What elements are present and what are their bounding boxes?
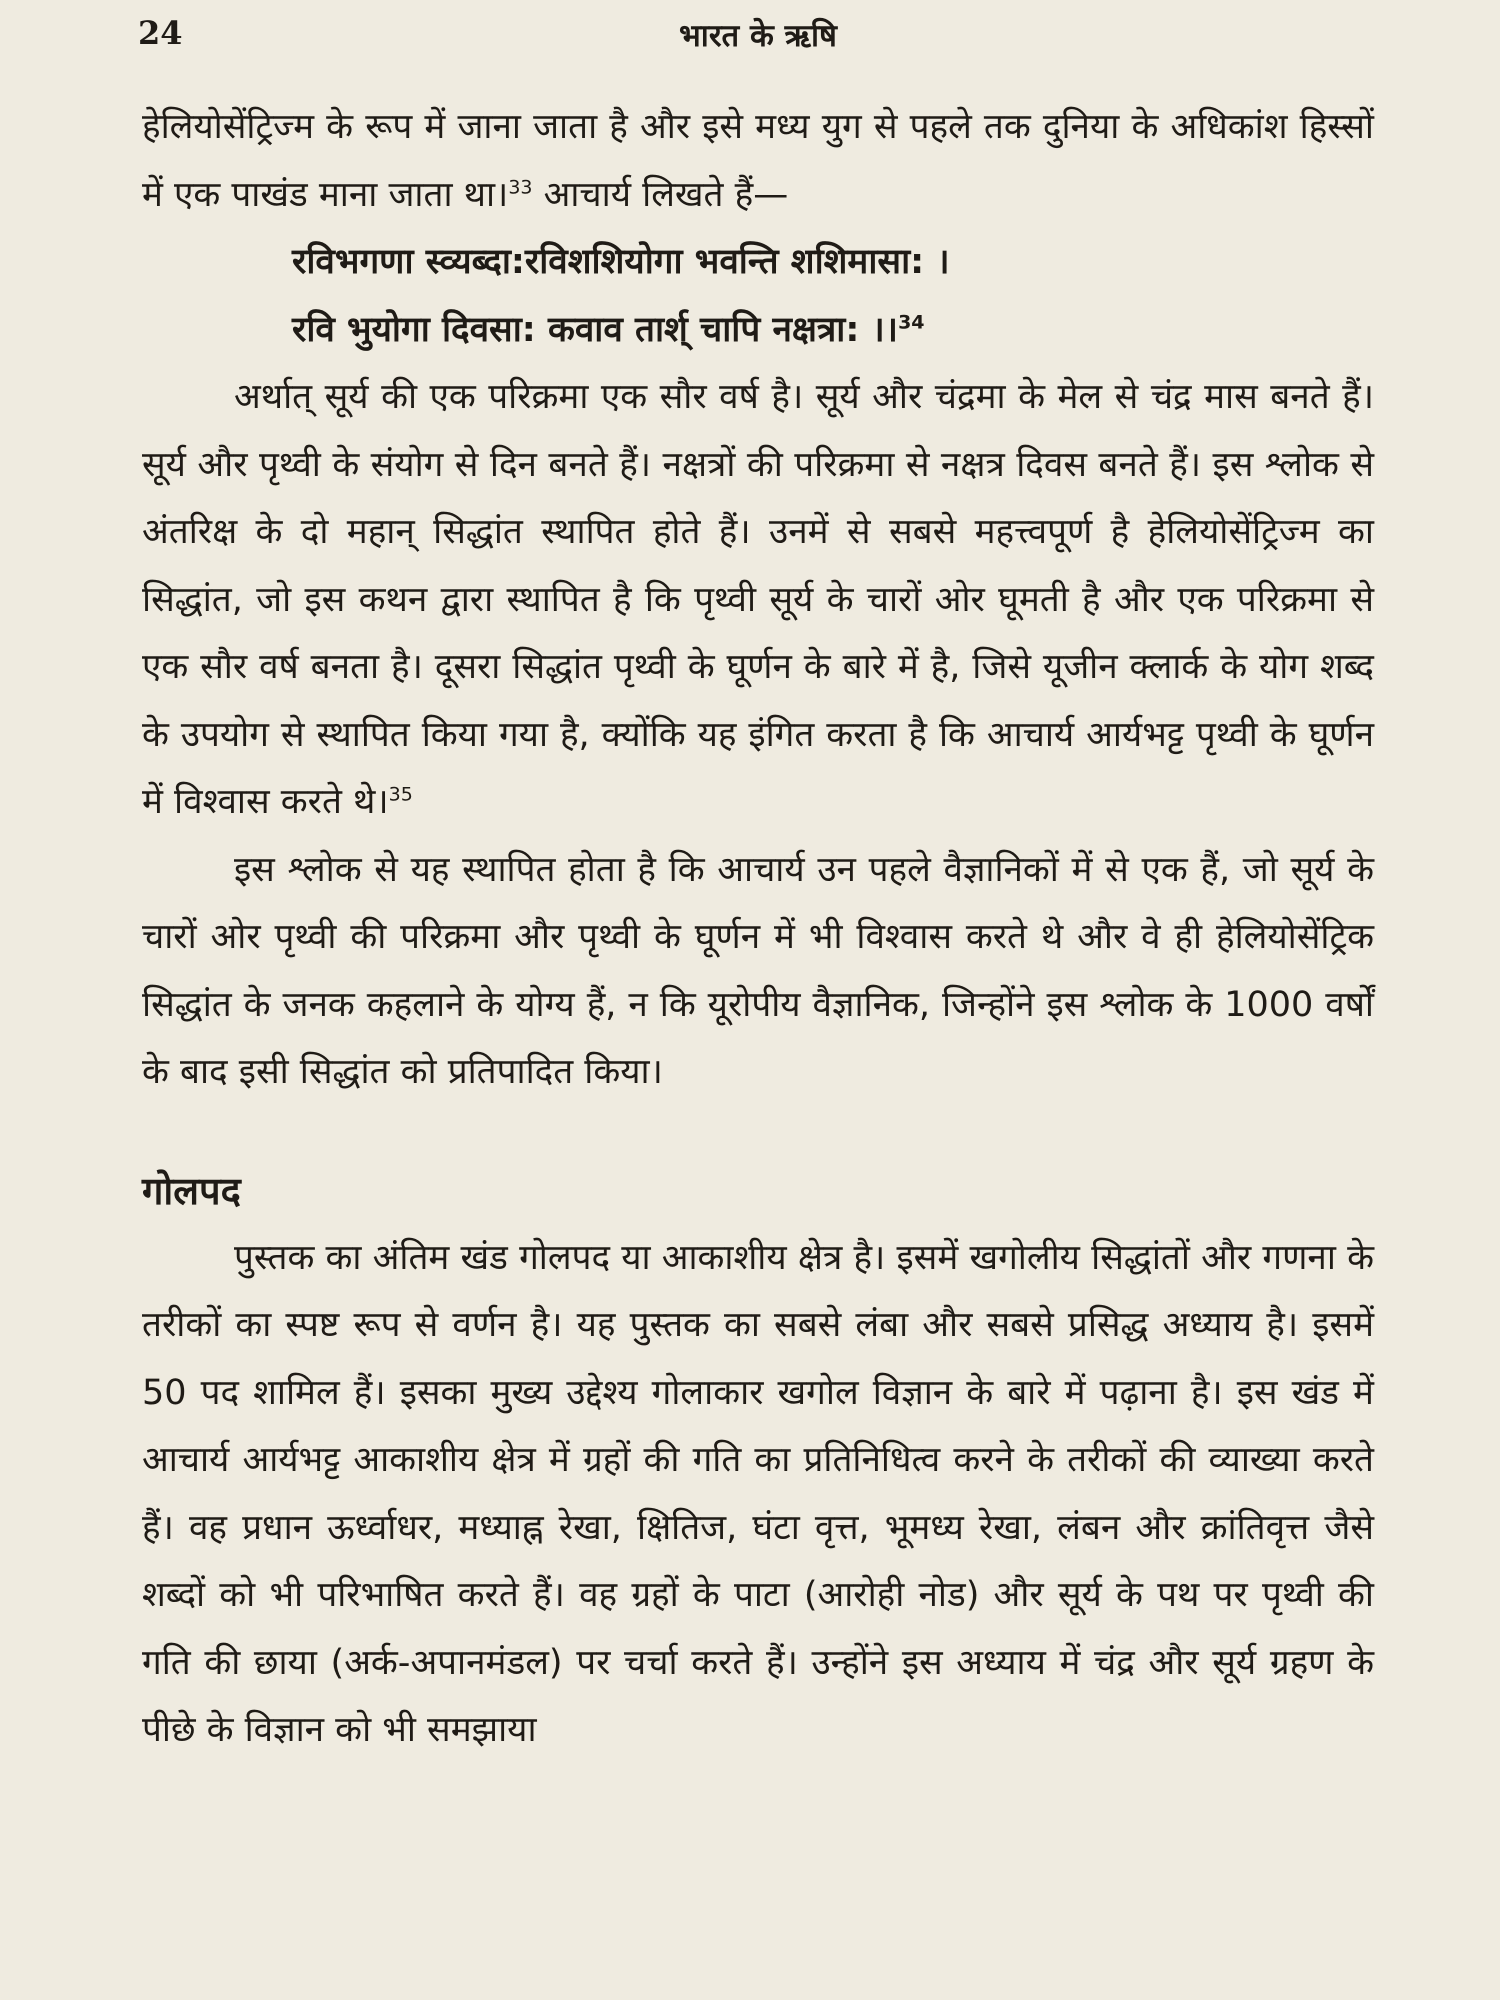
paragraph — [142, 364, 1374, 837]
paragraph-text-tail: आचार्य लिखते हैं— — [532, 174, 789, 215]
paragraph-text: हेलियोसेंट्रिज्म के रूप में जाना जाता है और इसे मध्य युग से पहले तक दुनिया के अधिकांश हिस्सों में एक पाखंड माना जाता था। — [142, 107, 1374, 215]
page-header — [138, 14, 1378, 66]
running-title: भारत के ऋषि — [679, 18, 837, 54]
page-body — [142, 94, 1374, 1765]
verse-line-2-text: रवि भुयोगा दिवसा: कवाव तार्श् चापि नक्षत्रा: ।। — [292, 309, 899, 350]
footnote-ref: 33 — [508, 175, 533, 198]
paragraph-text: अर्थात् सूर्य की एक परिक्रमा एक सौर वर्ष है। सूर्य और चंद्रमा के मेल से चंद्र मास बनते हैं। सूर्य और पृथ्वी के संयोग से दिन बनते हैं। नक्षत्रों की परिक्रमा से नक्षत्र दिवस बनते हैं। इस श्लोक से अंतरिक्ष के दो महान् सिद्धांत स्थापित होते हैं। उनमें से सबसे महत्त्वपूर्ण है हेलियोसेंट्रिज्म का सिद्धांत, जो इस कथन द्वारा स्थापित है कि पृथ्वी सूर्य के चारों ओर घूमती है और एक परिक्रमा से एक सौर वर्ष बनता है। दूसरा सिद्धांत पृथ्वी के घूर्णन के बारे में है, जिसे यूजीन क्लार्क के योग शब्द के उपयोग से स्थापित किया गया है, क्योंकि यह इंगित करता है कि आचार्य आर्यभट्ट पृथ्वी के घूर्णन में विश्वास करते थे। — [142, 377, 1374, 822]
page-number: 24 — [138, 14, 183, 52]
footnote-ref: 34 — [898, 310, 925, 333]
paragraph-continued — [142, 94, 1374, 229]
paragraph: इस श्लोक से यह स्थापित होता है कि आचार्य उन पहले वैज्ञानिकों में से एक हैं, जो सूर्य के चारों ओर पृथ्वी की परिक्रमा और पृथ्वी के घूर्णन में भी विश्वास करते थे और वे ही हेलियोसेंट्रिक सिद्धांत के जनक कहलाने के योग्य हैं, न कि यूरोपीय वैज्ञानिक, जिन्होंने इस श्लोक के 1000 वर्षों के बाद इसी सिद्धांत को प्रतिपादित किया। — [142, 849, 1374, 1092]
section-heading: गोलपद — [142, 1168, 241, 1213]
footnote-ref: 35 — [388, 783, 413, 806]
verse-line-1: रविभगणा स्व्यब्दा:रविशशियोगा भवन्ति शशिमासा: । — [292, 242, 950, 282]
verse-line-2 — [142, 297, 1374, 365]
paragraph: पुस्तक का अंतिम खंड गोलपद या आकाशीय क्षेत्र है। इसमें खगोलीय सिद्धांतों और गणना के तरीकों का स्पष्ट रूप से वर्णन है। यह पुस्तक का सबसे लंबा और सबसे प्रसिद्ध अध्याय है। इसमें 50 पद शामिल हैं। इसका मुख्य उद्देश्य गोलाकार खगोल विज्ञान के बारे में पढ़ाना है। इस खंड में आचार्य आर्यभट्ट आकाशीय क्षेत्र में ग्रहों की गति का प्रतिनिधित्व करने के तरीकों की व्याख्या करते हैं। वह प्रधान ऊर्ध्वाधर, मध्याह्न रेखा, क्षितिज, घंटा वृत्त, भूमध्य रेखा, लंबन और क्रांतिवृत्त जैसे शब्दों को भी परिभाषित करते हैं। वह ग्रहों के पाटा (आरोही नोड) और सूर्य के पथ पर पृथ्वी की गति की छाया (अर्क-अपानमंडल) पर चर्चा करते हैं। उन्होंने इस अध्याय में चंद्र और सूर्य ग्रहण के पीछे के विज्ञान को भी समझाया — [142, 1237, 1374, 1750]
sanskrit-verse — [142, 229, 1374, 364]
